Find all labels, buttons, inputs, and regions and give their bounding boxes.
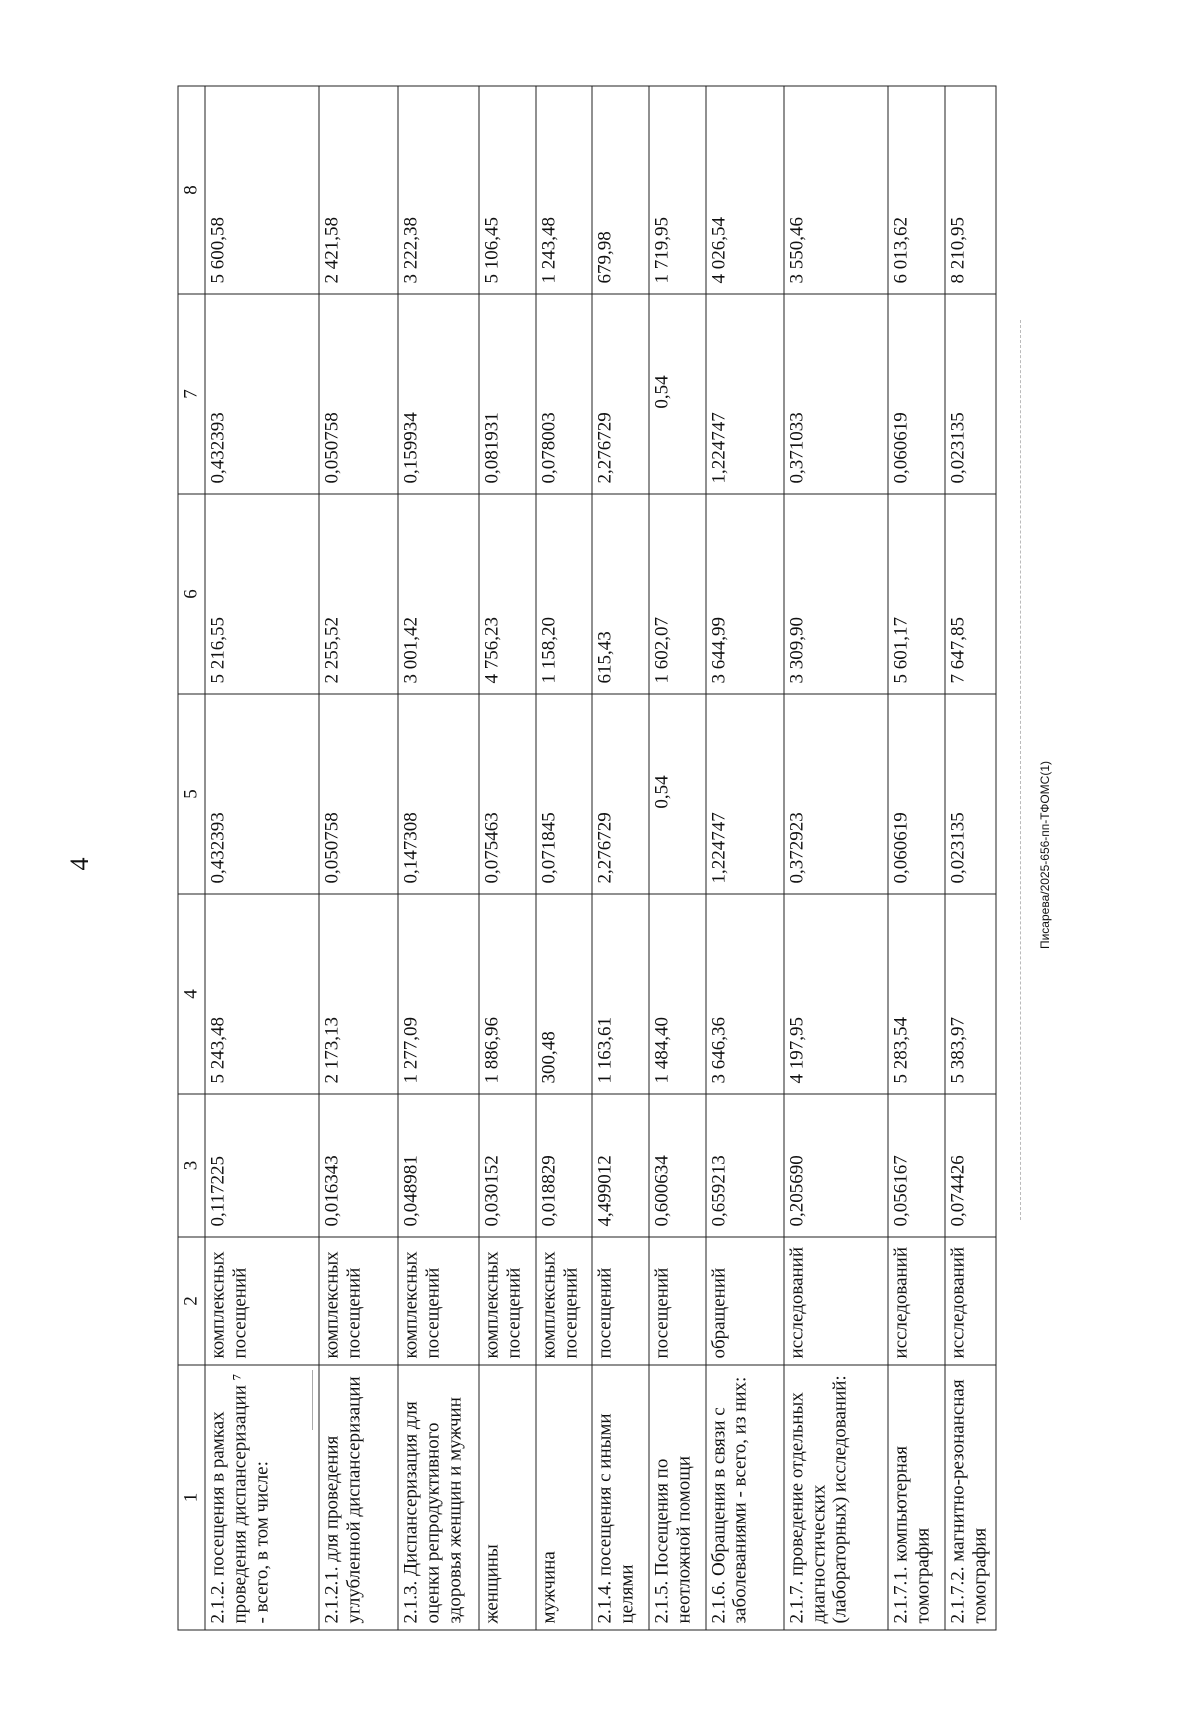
row-unit: посещений [648,1237,705,1365]
cell-col8: 3 222,38 [397,86,478,294]
row-name: 2.1.6. Обращения в связи с заболеваниями - всего, из них: [705,1365,783,1630]
table-row [479,86,536,1630]
cell-col7: 1,224747 [705,294,783,494]
cell-col7: 0,060619 [888,294,945,494]
cell-col4: 2 173,13 [318,894,397,1094]
row-name: 2.1.7.1. компьютерная томография [888,1365,945,1630]
row-unit: комплексных посещений [397,1237,478,1365]
cell-col5: 0,075463 [479,694,536,894]
column-header-2: 2 [178,1237,205,1365]
row-name: 2.1.5. Посещения по неотложной помощи [648,1365,705,1630]
tariff-table [177,86,996,1631]
table-row [705,86,783,1630]
cell-col3: 0,018829 [535,1094,591,1237]
cell-col4: 5 243,48 [205,894,319,1094]
cell-col3: 0,048981 [397,1094,478,1237]
cell-col3: 0,056167 [888,1094,945,1237]
cell-col3: 0,074426 [945,1094,996,1237]
row-unit: комплексных посещений [535,1237,591,1365]
cell-col3: 0,030152 [479,1094,536,1237]
cell-col6: 615,43 [591,494,648,694]
cell-col6: 3 644,99 [705,494,783,694]
cell-col7: 0,050758 [318,294,397,494]
cell-col8: 679,98 [591,86,648,294]
cell-col3: 0,205690 [783,1094,888,1237]
row-name: 2.1.7.2. магнитно-резонансная томография [945,1365,996,1630]
row-unit: обращений [705,1237,783,1365]
row-unit: исследований [888,1237,945,1365]
cell-col3: 0,016343 [318,1094,397,1237]
cell-col3: 0,659213 [705,1094,783,1237]
cell-col5: 0,050758 [318,694,397,894]
cell-col3: 0,600634 [648,1094,705,1237]
cell-col5: 0,071845 [535,694,591,894]
cell-col7: 0,159934 [397,294,478,494]
row-name: 2.1.4. посещения с иными целями [591,1365,648,1630]
row-unit: комплексных посещений [205,1237,319,1365]
row-name: женщины [479,1365,536,1630]
row-unit: посещений [591,1237,648,1365]
cell-col5: 0,432393 [205,694,319,894]
header-row [178,86,205,1630]
cell-col8: 4 026,54 [705,86,783,294]
cell-col4: 4 197,95 [783,894,888,1094]
cell-col6: 1 158,20 [535,494,591,694]
row-unit: исследований [783,1237,888,1365]
page-number: 4 [65,857,94,871]
column-header-7: 7 [178,294,205,494]
column-header-6: 6 [178,494,205,694]
cell-col6: 3 001,42 [397,494,478,694]
cell-col7: 2,276729 [591,294,648,494]
cell-col6: 4 756,23 [479,494,536,694]
cell-col8: 3 550,46 [783,86,888,294]
cell-col5: 0,147308 [397,694,478,894]
row-name: 2.1.7. проведение отдельных диагностических (лабораторных) исследований: [783,1365,888,1630]
cell-col3: 0,117225 [205,1094,319,1237]
cell-col5: 0,023135 [945,694,996,894]
cell-col4: 3 646,36 [705,894,783,1094]
column-header-4: 4 [178,894,205,1094]
table-row [591,86,648,1630]
column-header-5: 5 [178,694,205,894]
cell-col6: 7 647,85 [945,494,996,694]
cell-col8: 2 421,58 [318,86,397,294]
tariff-table-container [177,87,996,1631]
cell-col7: 0,54 [648,294,705,494]
cell-col6: 5 601,17 [888,494,945,694]
scan-mark [1020,320,1021,1220]
column-header-1: 1 [178,1365,205,1630]
column-header-8: 8 [178,86,205,294]
cell-col4: 5 383,97 [945,894,996,1094]
cell-col8: 8 210,95 [945,86,996,294]
table-row [648,86,705,1630]
cell-col8: 1 243,48 [535,86,591,294]
cell-col4: 1 277,09 [397,894,478,1094]
cell-col6: 3 309,90 [783,494,888,694]
row-name: 2.1.2. посещения в рамках проведения диспансеризации ⁷ - всего, в том числе: [205,1365,319,1630]
cell-col3: 4,499012 [591,1094,648,1237]
table-row [318,86,397,1630]
cell-col7: 0,078003 [535,294,591,494]
row-name: 2.1.3. Диспансеризация для оценки репродуктивного здоровья женщин и мужчин [397,1365,478,1630]
document-code: Писарева/2025-656-пп-ТФОМС(1) [1038,761,1052,950]
row-unit: исследований [945,1237,996,1365]
row-name: 2.1.2.1. для проведения углубленной диспансеризации [318,1365,397,1630]
cell-col5: 1,224747 [705,694,783,894]
table-row [397,86,478,1630]
cell-col4: 1 886,96 [479,894,536,1094]
cell-col4: 300,48 [535,894,591,1094]
cell-col8: 5 106,45 [479,86,536,294]
cell-col6: 5 216,55 [205,494,319,694]
cell-col4: 5 283,54 [888,894,945,1094]
cell-col5: 0,54 [648,694,705,894]
cell-col8: 6 013,62 [888,86,945,294]
cell-col4: 1 163,61 [591,894,648,1094]
cell-col5: 2,276729 [591,694,648,894]
cell-col5: 0,372923 [783,694,888,894]
table-row [888,86,945,1630]
cell-col7: 0,081931 [479,294,536,494]
cell-col7: 0,371033 [783,294,888,494]
table-row [783,86,888,1630]
cell-col6: 1 602,07 [648,494,705,694]
cell-col7: 0,432393 [205,294,319,494]
cell-col4: 1 484,40 [648,894,705,1094]
table-row [205,86,319,1630]
column-header-3: 3 [178,1094,205,1237]
cell-col6: 2 255,52 [318,494,397,694]
row-name: мужчина [535,1365,591,1630]
cell-col7: 0,023135 [945,294,996,494]
row-unit: комплексных посещений [318,1237,397,1365]
cell-col8: 5 600,58 [205,86,319,294]
cell-col5: 0,060619 [888,694,945,894]
table-row [535,86,591,1630]
cell-col8: 1 719,95 [648,86,705,294]
row-unit: комплексных посещений [479,1237,536,1365]
table-row [945,86,996,1630]
